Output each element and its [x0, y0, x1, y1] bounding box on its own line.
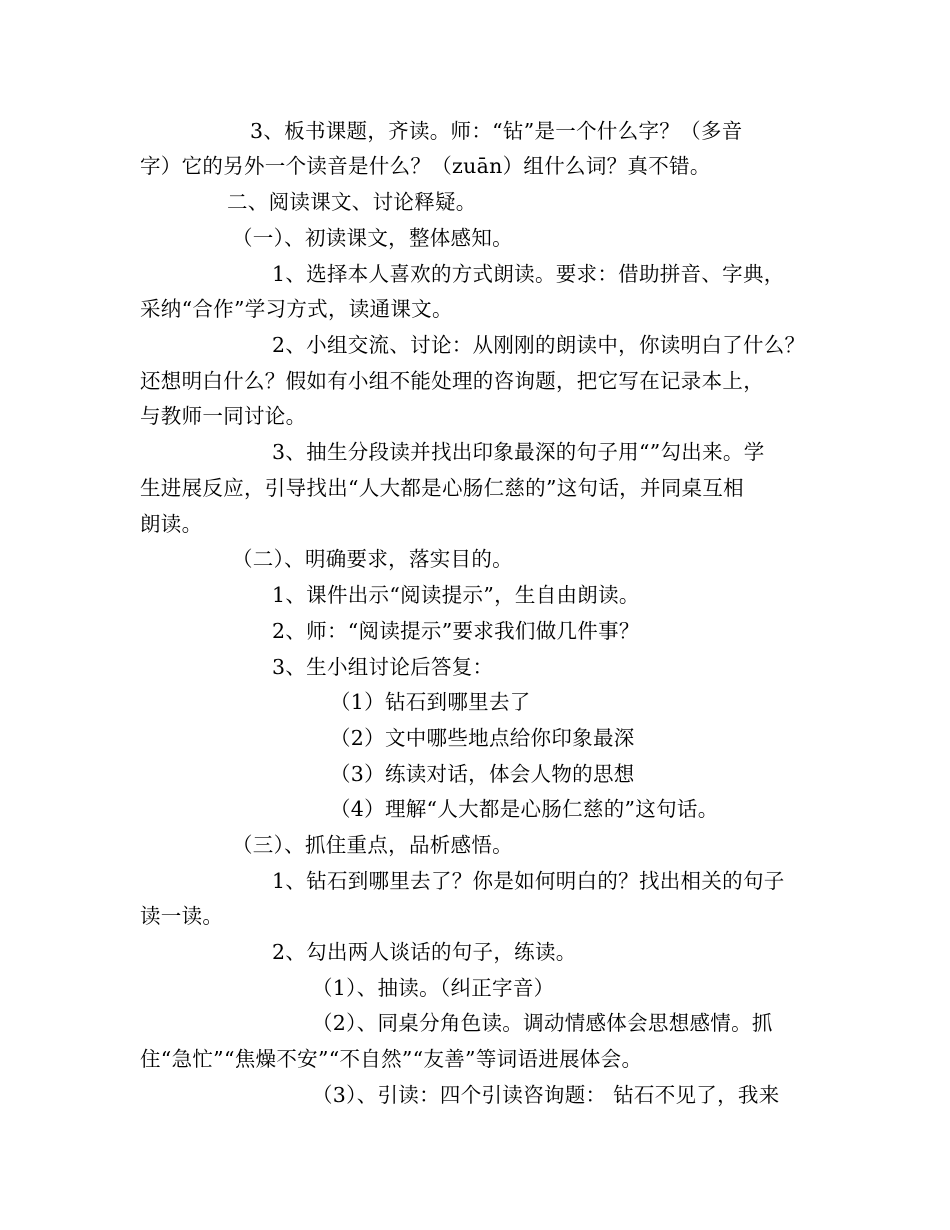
list-item-3: （3）练读对话，体会人物的思想 [330, 762, 635, 786]
text-line-10: 3、抽生分段读并找出印象最深的句子用“”勾出来。学 [272, 440, 765, 464]
text-line-7: 2、小组交流、讨论：从刚刚的朗读中，你读明白了什么？ [272, 333, 806, 357]
text-line-24: 2、勾出两人谈话的句子，练读。 [272, 940, 577, 964]
text-line-15: 2、师：“阅读提示”要求我们做几件事？ [272, 619, 640, 643]
text-line-28: （3）、引读：四个引读咨询题： 钻石不见了，我来 [312, 1083, 780, 1107]
text-line-1: 3、板书课题，齐读。师：“钻”是一个什么字？（多音 [250, 119, 743, 143]
text-line-22: 1、钻石到哪里去了？你是如何明白的？找出相关的句子 [272, 869, 785, 893]
subsection-heading-3: （三）、抓住重点，品析感悟。 [232, 833, 513, 857]
list-item-4: （4）理解“人大都是心肠仁慈的”这句话。 [330, 797, 719, 821]
text-line-5: 1、选择本人喜欢的方式朗读。要求：借助拼音、字典， [272, 262, 785, 286]
text-line-11: 生进展反应，引导找出“人大都是心肠仁慈的”这句话，并同桌互相 [140, 476, 744, 500]
subsection-heading-1: （一）、初读课文，整体感知。 [232, 226, 513, 250]
text-line-14: 1、课件出示“阅读提示”，生自由朗读。 [272, 583, 640, 607]
text-line-16: 3、生小组讨论后答复： [272, 655, 494, 679]
text-line-23: 读一读。 [140, 904, 224, 928]
list-item-2: （2）文中哪些地点给你印象最深 [330, 726, 635, 750]
text-line-12: 朗读。 [140, 512, 203, 536]
text-line-27: 住“急忙”“焦燥不安”“不自然”“友善”等词语进展体会。 [140, 1047, 643, 1071]
text-line-25: （1）、抽读。（纠正字音） [312, 976, 555, 1000]
text-line-6: 采纳“合作”学习方式，读通课文。 [140, 297, 453, 321]
section-heading-reading: 二、阅读课文、讨论释疑。 [227, 190, 477, 214]
text-line-26: （2）、同桌分角色读。调动情感体会思想感情。抓 [312, 1011, 773, 1035]
subsection-heading-2: （二）、明确要求，落实目的。 [232, 547, 513, 571]
text-line-9: 与教师一同讨论。 [140, 404, 307, 428]
list-item-1: （1）钻石到哪里去了 [330, 690, 531, 714]
text-line-8: 还想明白什么？假如有小组不能处理的咨询题，把它写在记录本上， [140, 369, 764, 393]
text-line-2: 字）它的另外一个读音是什么？（zuān）组什么词？真不错。 [140, 154, 711, 178]
